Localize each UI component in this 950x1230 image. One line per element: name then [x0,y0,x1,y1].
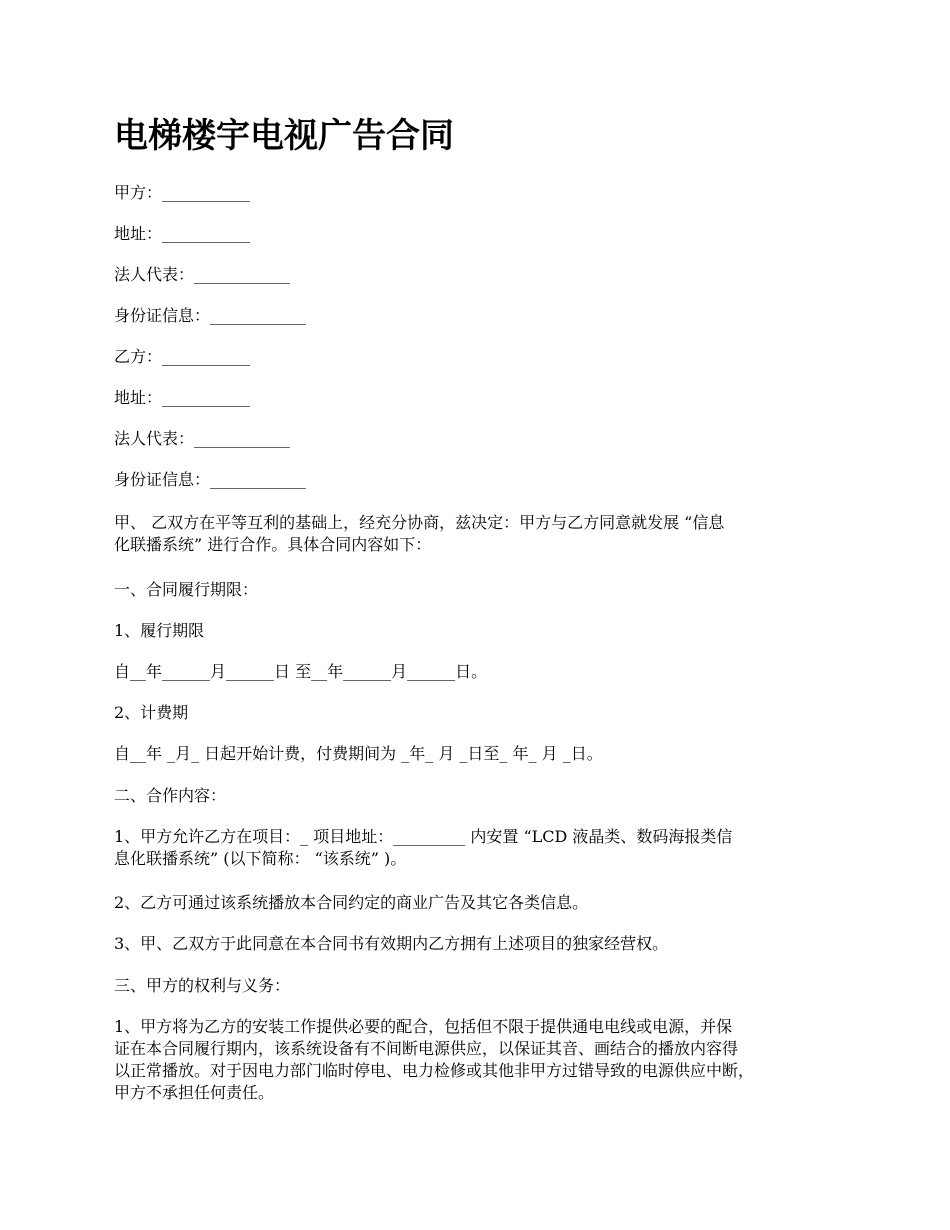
party-b-id-field: 身份证信息：____________ [114,470,307,489]
clause-term-period: 1、履行期限 [114,621,205,640]
page-title: 电梯楼宇电视广告合同 [114,116,454,156]
clause-term-period-dates: 自__年______月______日 至__年______月______日。 [114,662,488,681]
clause-cooperation-2: 2、乙方可通过该系统播放本合同约定的商业广告及其它各类信息。 [114,893,589,912]
clause-billing-period: 2、计费期 [114,703,189,722]
party-a-legal-rep-field: 法人代表：____________ [114,265,291,284]
clause-cooperation-1: 1、甲方允许乙方在项目：_ 项目地址：_________ 内安置 “LCD 液晶类、数码海报类信 息化联播系统” (以下简称： “该系统” )。 [114,827,733,868]
clause-cooperation-3: 3、甲、乙双方于此同意在本合同书有效期内乙方拥有上述项目的独家经营权。 [114,934,669,953]
clause-billing-period-dates: 自__年 _月_ 日起开始计费，付费期间为 _年_ 月 _日至_ 年_ 月 _日。 [114,744,603,763]
intro-paragraph: 甲、 乙双方在平等互利的基础上，经充分协商，兹决定：甲方与乙方同意就发展 “信息 化联播系统” 进行合作。具体合同内容如下： [114,513,725,554]
section-heading-term: 一、合同履行期限： [114,580,259,599]
section-heading-party-a-rights: 三、甲方的权利与义务： [114,976,291,995]
party-a-field: 甲方：___________ [114,183,251,202]
clause-party-a-rights-1: 1、甲方将为乙方的安装工作提供必要的配合，包括但不限于提供通电电线或电源，并保 证在本合同履行期内，该系统设备有不间断电源供应，以保证其音、画结合的播放内容得 以正常播放。对于因电力部门临时停电、电力检修或其他非甲方过错导致的电源供应中断， 甲方不承担任何责任。 [114,1017,755,1102]
party-b-legal-rep-field: 法人代表：____________ [114,429,291,448]
party-b-field: 乙方：___________ [114,347,251,366]
party-a-id-field: 身份证信息：____________ [114,306,307,325]
party-b-address-field: 地址：___________ [114,388,251,407]
party-a-address-field: 地址：___________ [114,224,251,243]
section-heading-cooperation: 二、合作内容： [114,786,227,805]
